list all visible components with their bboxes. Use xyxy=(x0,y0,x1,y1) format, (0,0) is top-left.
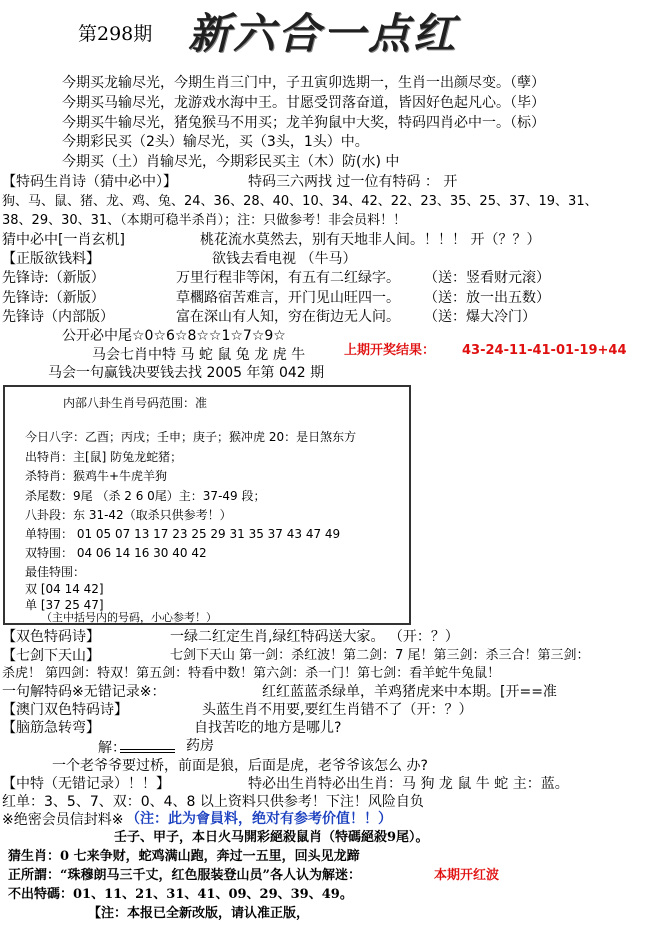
box-footnote: （主中括号内的号码，小心参考！） xyxy=(41,611,217,624)
seven-swords-text: 七剑下天山 第一剑：杀红波！第二剑：7 尾！第三剑：杀三合！第三剑： xyxy=(170,648,590,663)
one-line-code-text: 红红蓝蓝杀绿单，羊鸡猪虎来中本期。[开==准 xyxy=(262,684,557,700)
one-zodiac-verse: 桃花流水莫然去，别有天地非人间。！！！ 开（？？） xyxy=(200,232,541,248)
last-result-numbers: 43-24-11-41-01-19+44 xyxy=(462,343,627,358)
box-title: 内部八卦生肖号码范围：准 xyxy=(63,396,208,410)
macau-poem-label: 【澳门双色特码诗】 xyxy=(2,702,128,718)
proverb-answer: 本期开红波 xyxy=(434,868,500,883)
brain-teaser-answer: 药房 xyxy=(186,738,214,754)
section-header-zodiac-poem: 【特码生肖诗（猜中必中）】 xyxy=(2,174,177,190)
no-special-numbers: 不出特碼：01、11、21、31、41、09、29、39、49。 xyxy=(8,887,353,902)
box-line: 最佳特围： xyxy=(25,565,86,579)
box-line: 单特围： 01 05 07 13 17 23 25 29 31 35 37 43 47 49 xyxy=(25,527,341,541)
public-tail-formula: 公开必中尾☆0☆6☆8☆☆1☆7☆9☆ xyxy=(62,328,286,344)
box-line: 单 [37 25 47] xyxy=(25,598,104,612)
version-notice: 【注：本报已全新改版，请认准正版， xyxy=(88,906,310,921)
guess-zodiac-line: 猜生肖：0 七来争财，蛇鸡满山跑，奔过一五里，回头见龙蹄 xyxy=(8,849,360,864)
secret-member-label: ※绝密会员信封料※ xyxy=(2,812,124,828)
zodiac-number-row: 狗、马、鼠、猪、龙、鸡、兔、24、36、28、40、10、34、42、22、23、35、25、37、19、31、 xyxy=(2,194,598,209)
pioneer-poem-label: 先锋诗:（新版） xyxy=(2,270,105,286)
secret-member-note: （注：此为會員料，绝对有参考价值！！） xyxy=(126,811,392,827)
one-line-code-label: 一句解特码※无错记录※： xyxy=(2,684,166,700)
box-line: 八卦段：东 31-42（取杀只供参考！） xyxy=(25,508,232,522)
money-riddle: 欲钱去看电视 （牛马） xyxy=(212,251,357,267)
brain-teaser-label: 【脑筋急转弯】 xyxy=(2,720,100,736)
pioneer-poem-note: （送：爆大冷门） xyxy=(424,309,536,325)
box-line: 出特肖：主[鼠] 防兔龙蛇猪； xyxy=(25,450,183,464)
seven-swords-text-cont: 杀虎！ 第四剑：特双！第五剑：特看中数！第六剑：杀一门！第七剑：看羊蛇牛兔鼠！ xyxy=(2,666,501,681)
kill-tail-line: 壬子、甲子，本日火马開彩絕殺鼠肖（特碼絕殺9尾）。 xyxy=(114,830,429,845)
special-record-label: 【中特（无错记录）！！】 xyxy=(2,776,170,792)
zodiac-number-row: 38、29、30、31、（本期可稳半杀肖）；注：只做参考！非会员料！！ xyxy=(2,213,407,228)
brain-teaser-question: 自找苦吃的地方是哪儿? xyxy=(194,720,342,736)
box-line: 双 [04 14 42] xyxy=(25,582,104,596)
pioneer-poem-note: （送：竖看财元滚） xyxy=(424,270,550,286)
pioneer-poem-note: （送：放一出五数） xyxy=(424,290,550,306)
masthead-title: 新六合一点红 xyxy=(188,9,459,58)
intro-line: 今期买（土）肖输尽光，今期彩民买主（木）防(水) 中 xyxy=(62,154,400,170)
brain-teaser-answer-label: 解： xyxy=(98,740,126,756)
bagua-range-box xyxy=(3,385,411,625)
last-result-label: 上期开奖结果： xyxy=(344,343,436,358)
two-color-poem-verse: 一绿二红定生肖,绿红特码送大家。 （开：？） xyxy=(170,629,459,645)
intro-line: 今期买龙输尽光，今期生肖三门中，子丑寅卯选期一，生肖一出颜尽变。（孽） xyxy=(62,75,545,91)
intro-line: 今期彩民买（2头）输尽光，买（3头，1头）中。 xyxy=(62,134,369,150)
slogan-line: 马会一句赢钱决要钱去找 2005 年第 042 期 xyxy=(48,365,325,381)
box-line: 双特围： 04 06 14 16 30 40 42 xyxy=(25,546,207,560)
section-header-money: 【正版欲钱料】 xyxy=(2,251,100,267)
two-color-poem-label: 【双色特码诗】 xyxy=(2,629,100,645)
answer-divider xyxy=(120,752,175,753)
issue-number: 第298期 xyxy=(78,23,153,45)
proverb-line: 正所謂：“珠穆朗马三千丈，红色服装登山员”各人认为解迷： xyxy=(8,868,361,883)
one-zodiac-mystery: 猜中必中[一肖玄机] xyxy=(2,232,125,248)
pioneer-poem-label: 先锋诗:（新版） xyxy=(2,290,105,306)
seven-zodiac-line: 马会七肖中特 马 蛇 鼠 兔 龙 虎 牛 xyxy=(92,347,306,363)
box-line: 今日八字：乙酉；丙戌；壬申；庚子；猴冲虎 20：是日煞东方 xyxy=(25,430,357,444)
special-record-text: 特必出生肖特必出生肖：马 狗 龙 鼠 牛 蛇 主：蓝。 xyxy=(248,776,569,792)
zodiac-poem-note: 特码三六两找 过一位有特码 ： 开 xyxy=(248,174,458,190)
seven-swords-label: 【七剑下天山】 xyxy=(2,648,100,664)
answer-divider xyxy=(120,749,175,750)
pioneer-poem-verse: 万里行程非等闲，有五有二红绿字。 xyxy=(176,270,400,286)
box-line: 杀特肖：猴鸡牛+牛虎羊狗 xyxy=(25,469,168,483)
odd-even-line: 红单：3、5、7、双：0、4、8 以上资料只供参考！下注！风险自负 xyxy=(2,794,424,810)
intro-line: 今期买马输尽光，龙游戏水海中王。甘愿受罚落奋道，皆因好色起凡心。（毕） xyxy=(62,95,545,111)
pioneer-poem-label: 先锋诗（内部版） xyxy=(2,309,114,325)
riddle-line: 一个老爷爷要过桥，前面是狼，后面是虎，老爷爷该怎么 办? xyxy=(52,758,428,774)
pioneer-poem-verse: 富在深山有人知，穷在街边无人问。 xyxy=(176,309,400,325)
intro-line: 今期买牛输尽光，猪兔猴马不用买；龙羊狗鼠中大奖，特码四肖必中一。（标） xyxy=(62,115,545,131)
box-line: 杀尾数：9尾 （杀 2 6 0尾）主：37-49 段； xyxy=(25,489,266,503)
macau-poem-text: 头蓝生肖不用要,要红生肖错不了（开：？） xyxy=(202,702,473,718)
pioneer-poem-verse: 草櫊路宿苦难言，开门见山旺四一。 xyxy=(176,290,400,306)
